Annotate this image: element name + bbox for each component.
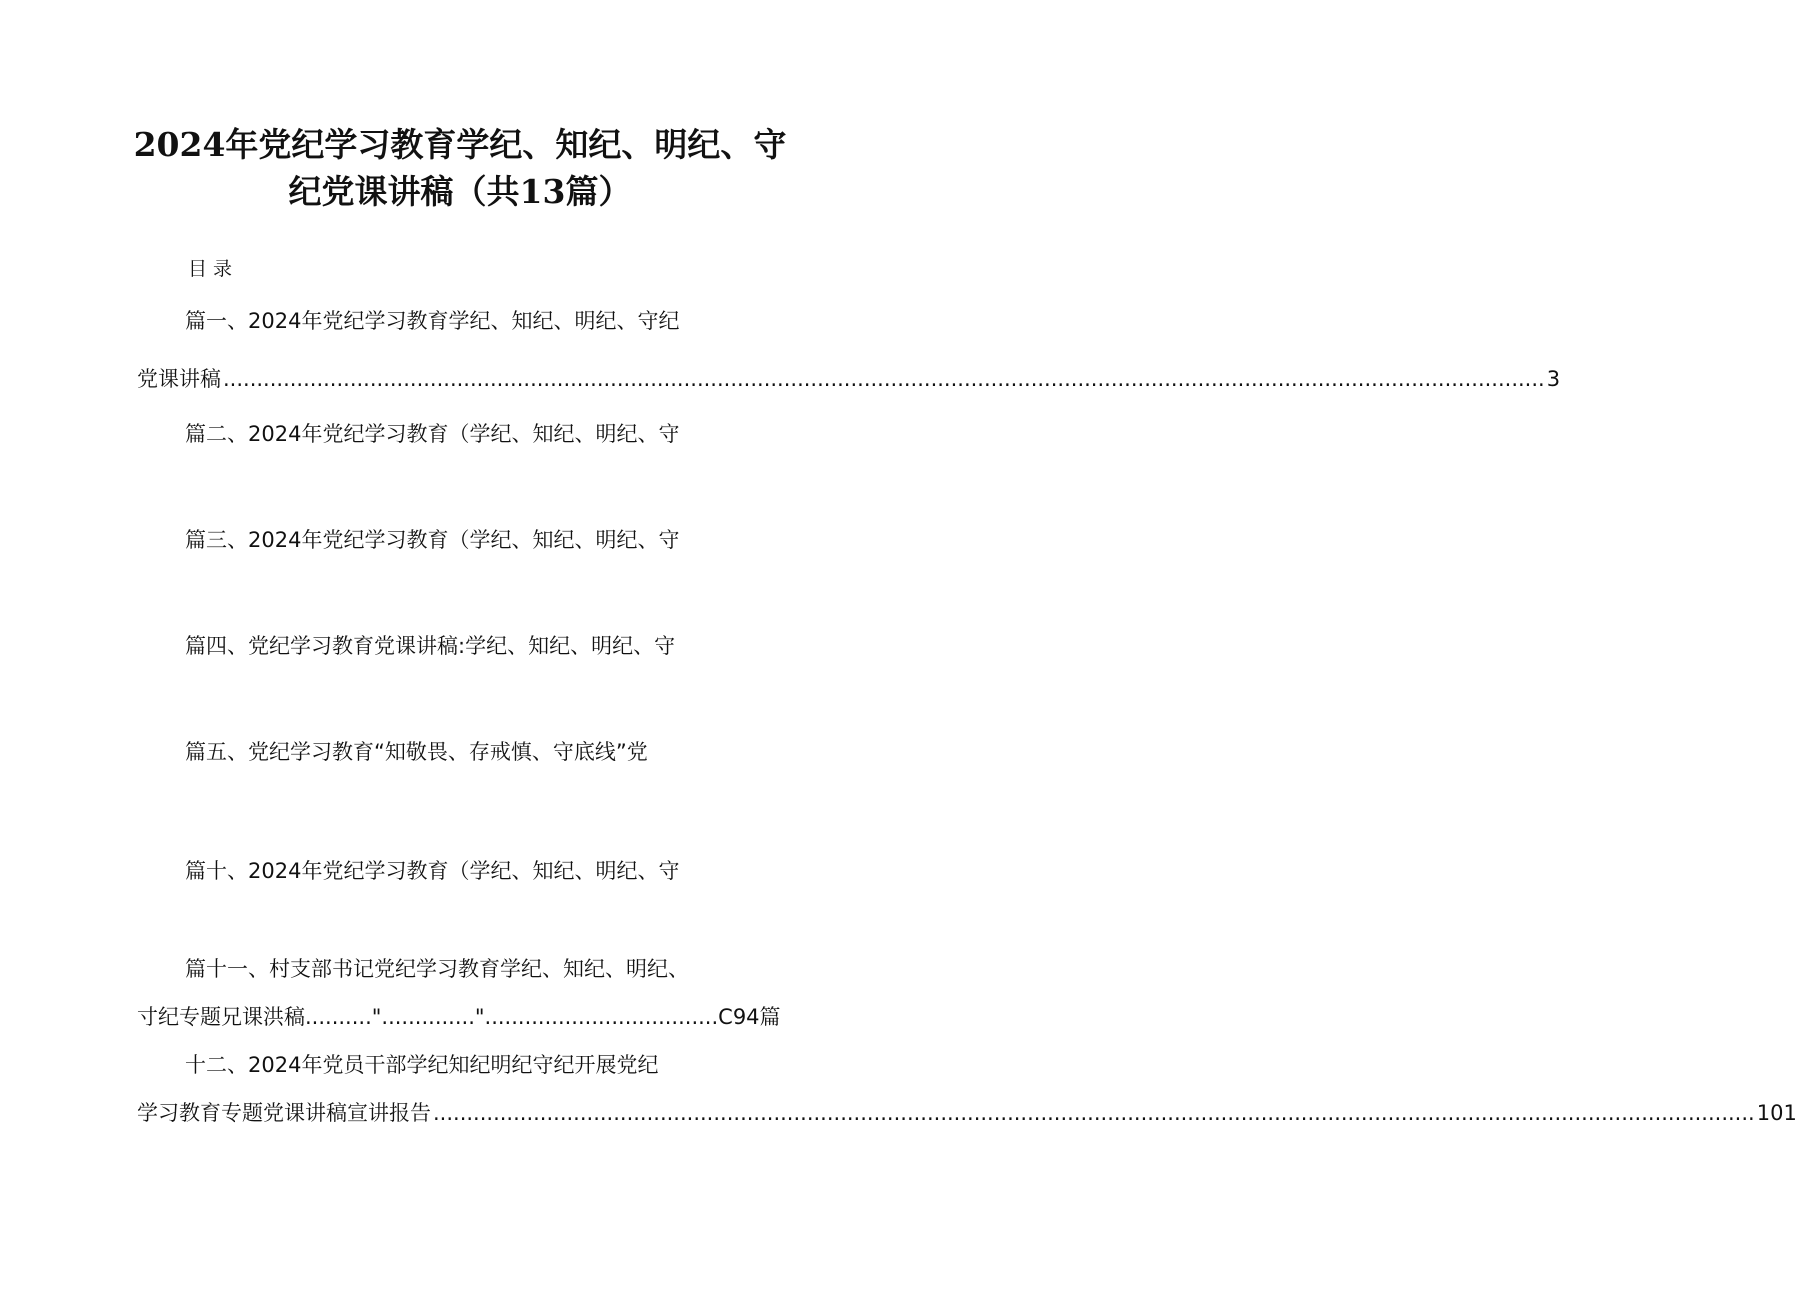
toc-entry-12-continuation[interactable]	[137, 1098, 1797, 1128]
toc-heading: 目录	[188, 258, 239, 280]
toc-leader-dots: ......................................................................................................................................................................................................	[223, 367, 1545, 391]
document-title-line-1: 2024年党纪学习教育学纪、知纪、明纪、守	[133, 125, 787, 164]
toc-entry-11[interactable]: 篇十一、村支部书记党纪学习教育学纪、知纪、明纪、	[185, 957, 689, 981]
toc-entry-11-continuation[interactable]	[137, 1002, 781, 1032]
toc-leader-dots: ......................................................................................................................................................................................................	[433, 1101, 1755, 1125]
toc-entry-1-continuation[interactable]	[137, 364, 1561, 394]
toc-entry-11-continuation-text: 寸纪专题兄课洪稿..........".............."...................................C94篇	[137, 1005, 781, 1029]
document-title-line-2: 纪党课讲稿（共13篇）	[288, 172, 632, 211]
toc-page-number: 3	[1546, 367, 1561, 391]
toc-entry-10[interactable]: 篇十、2024年党纪学习教育（学纪、知纪、明纪、守	[185, 859, 680, 883]
toc-entry-5[interactable]: 篇五、党纪学习教育“知敬畏、存戒慎、守底线”党	[185, 740, 648, 764]
toc-entry-2[interactable]: 篇二、2024年党纪学习教育（学纪、知纪、明纪、守	[185, 422, 680, 446]
toc-entry-3[interactable]: 篇三、2024年党纪学习教育（学纪、知纪、明纪、守	[185, 528, 680, 552]
toc-entry-1[interactable]: 篇一、2024年党纪学习教育学纪、知纪、明纪、守纪	[185, 309, 680, 333]
toc-entry-12-continuation-text: 学习教育专题党课讲稿宣讲报告	[137, 1101, 431, 1125]
toc-page-number: 101	[1756, 1101, 1797, 1125]
toc-entry-12[interactable]: 十二、2024年党员干部学纪知纪明纪守纪开展党纪	[185, 1053, 659, 1077]
toc-entry-4[interactable]: 篇四、党纪学习教育党课讲稿:学纪、知纪、明纪、守	[185, 634, 676, 658]
toc-entry-1-continuation-text: 党课讲稿	[137, 367, 221, 391]
